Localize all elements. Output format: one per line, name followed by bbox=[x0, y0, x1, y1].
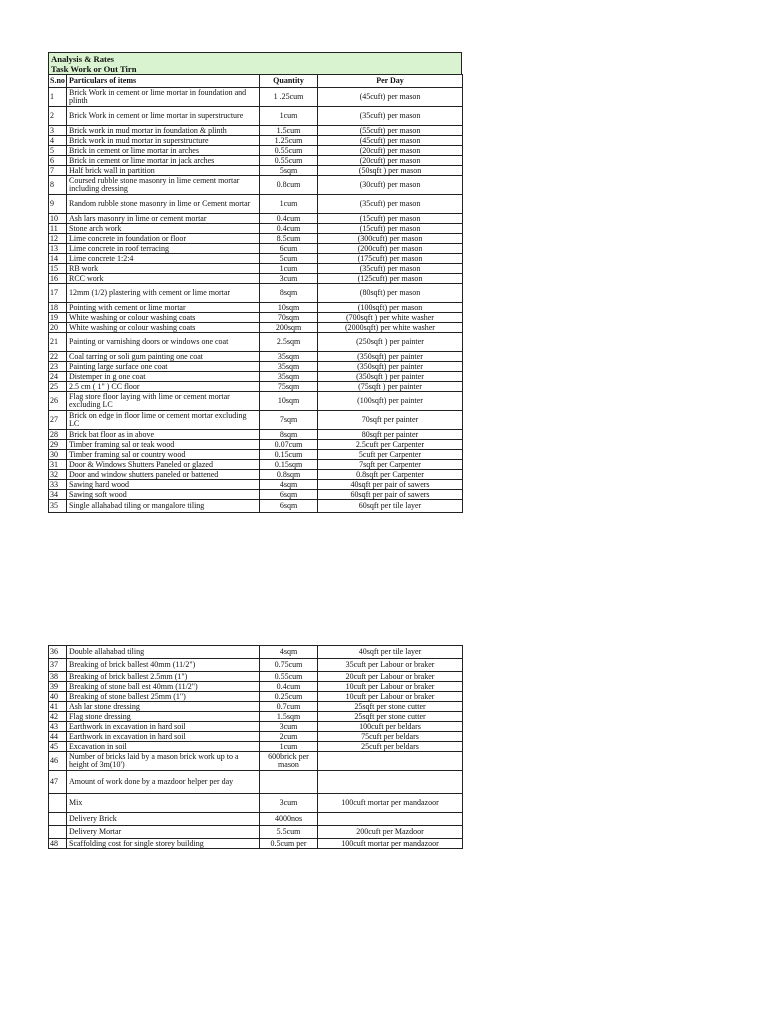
row-number: 22 bbox=[49, 352, 67, 362]
row-quantity: 4sqm bbox=[260, 480, 318, 490]
row-per-day: 35cuft per Labour or braker bbox=[318, 659, 463, 672]
row-per-day: 100cuft mortar per mandazoor bbox=[318, 839, 463, 849]
row-quantity: 0.4cum bbox=[260, 682, 318, 692]
row-per-day: (35cuft) per mason bbox=[318, 107, 463, 126]
row-number: 34 bbox=[49, 490, 67, 500]
table-row bbox=[49, 214, 463, 224]
row-particulars: Excavation in soil bbox=[67, 742, 260, 752]
row-quantity: 0.07cum bbox=[260, 440, 318, 450]
row-particulars: Delivery Mortar bbox=[67, 826, 260, 839]
row-quantity: 0.15cum bbox=[260, 450, 318, 460]
row-number: 15 bbox=[49, 264, 67, 274]
table-row bbox=[49, 460, 463, 470]
table-row bbox=[49, 88, 463, 107]
row-per-day: (80sqft) per mason bbox=[318, 284, 463, 303]
row-number: 46 bbox=[49, 752, 67, 771]
row-particulars: Painting or varnishing doors or windows one coat bbox=[67, 333, 260, 352]
row-quantity: 0.8sqm bbox=[260, 470, 318, 480]
table-row bbox=[49, 646, 463, 659]
row-per-day: (300cuft) per mason bbox=[318, 234, 463, 244]
row-quantity: 4sqm bbox=[260, 646, 318, 659]
row-quantity: 8sqm bbox=[260, 430, 318, 440]
table-row bbox=[49, 264, 463, 274]
row-particulars: Stone arch work bbox=[67, 224, 260, 234]
header-quantity: Quantity bbox=[260, 75, 318, 88]
row-per-day: (15cuft) per mason bbox=[318, 214, 463, 224]
row-particulars: Breaking of brick ballest 2.5mm (1") bbox=[67, 672, 260, 682]
row-number: 20 bbox=[49, 323, 67, 333]
row-quantity: 0.4cum bbox=[260, 224, 318, 234]
row-number: 17 bbox=[49, 284, 67, 303]
row-number: 8 bbox=[49, 176, 67, 195]
row-per-day: (45cuft) per mason bbox=[318, 88, 463, 107]
row-per-day: (75sqft ) per painter bbox=[318, 382, 463, 392]
row-quantity: 1.5sqm bbox=[260, 712, 318, 722]
row-particulars: Timber framing sal or teak wood bbox=[67, 440, 260, 450]
table-row bbox=[49, 284, 463, 303]
row-number: 23 bbox=[49, 362, 67, 372]
row-per-day: 40sqft per pair of sawers bbox=[318, 480, 463, 490]
row-per-day: 40sqft per tile layer bbox=[318, 646, 463, 659]
row-quantity: 0.55cum bbox=[260, 156, 318, 166]
row-quantity: 1cum bbox=[260, 264, 318, 274]
row-per-day: 25sqft per stone cutter bbox=[318, 712, 463, 722]
row-quantity: 1.5cum bbox=[260, 126, 318, 136]
row-number: 29 bbox=[49, 440, 67, 450]
row-per-day: 100cuft mortar per mandazoor bbox=[318, 794, 463, 813]
table-row bbox=[49, 752, 463, 771]
row-particulars: Single allahabad tiling or mangalore tiling bbox=[67, 500, 260, 513]
row-per-day: 75cuft per beldars bbox=[318, 732, 463, 742]
row-number: 41 bbox=[49, 702, 67, 712]
row-number: 25 bbox=[49, 382, 67, 392]
sheet-title-block bbox=[48, 52, 462, 74]
row-quantity: 70sqm bbox=[260, 313, 318, 323]
row-number: 32 bbox=[49, 470, 67, 480]
row-number: 16 bbox=[49, 274, 67, 284]
row-per-day: (30cuft) per mason bbox=[318, 176, 463, 195]
row-particulars: Sawing hard wood bbox=[67, 480, 260, 490]
table-row bbox=[49, 234, 463, 244]
row-particulars: Amount of work done by a mazdoor helper per day bbox=[67, 771, 260, 794]
row-per-day: 80sqft per painter bbox=[318, 430, 463, 440]
row-particulars: Door & Windows Shutters Paneled or glazed bbox=[67, 460, 260, 470]
row-per-day: (50sqft ) per mason bbox=[318, 166, 463, 176]
row-quantity: 10sqm bbox=[260, 303, 318, 313]
row-per-day: 60sqft per tile layer bbox=[318, 500, 463, 513]
row-per-day: (700sqft ) per white washer bbox=[318, 313, 463, 323]
row-quantity: 8.5cum bbox=[260, 234, 318, 244]
table-row bbox=[49, 490, 463, 500]
row-per-day: (55cuft) per mason bbox=[318, 126, 463, 136]
row-quantity: 5.5cum bbox=[260, 826, 318, 839]
row-quantity: 0.55cum bbox=[260, 146, 318, 156]
table-row bbox=[49, 352, 463, 362]
row-particulars: Brick Work in cement or lime mortar in foundation and plinth bbox=[67, 88, 260, 107]
table-row bbox=[49, 333, 463, 352]
row-quantity: 2cum bbox=[260, 732, 318, 742]
table-row bbox=[49, 742, 463, 752]
row-number: 18 bbox=[49, 303, 67, 313]
table-row bbox=[49, 166, 463, 176]
table-row bbox=[49, 244, 463, 254]
row-per-day: (15cuft) per mason bbox=[318, 224, 463, 234]
row-quantity: 8sqm bbox=[260, 284, 318, 303]
row-particulars: Double allahabad tiling bbox=[67, 646, 260, 659]
row-number: 40 bbox=[49, 692, 67, 702]
rates-table-top bbox=[48, 74, 463, 513]
table-row bbox=[49, 682, 463, 692]
row-particulars: Brick on edge in floor lime or cement mortar excluding LC bbox=[67, 411, 260, 430]
row-quantity: 6sqm bbox=[260, 490, 318, 500]
table-row bbox=[49, 450, 463, 460]
row-per-day: 5cuft per Carpenter bbox=[318, 450, 463, 460]
row-number bbox=[49, 794, 67, 813]
table-row bbox=[49, 274, 463, 284]
row-number: 24 bbox=[49, 372, 67, 382]
row-number: 12 bbox=[49, 234, 67, 244]
table-row bbox=[49, 136, 463, 146]
row-per-day: (100sqft) per painter bbox=[318, 392, 463, 411]
row-per-day: (100sqft) per mason bbox=[318, 303, 463, 313]
row-particulars: Number of bricks laid by a mason brick work up to a height of 3m(10') bbox=[67, 752, 260, 771]
row-number: 21 bbox=[49, 333, 67, 352]
row-particulars: Brick in cement or lime mortar in jack arches bbox=[67, 156, 260, 166]
row-number: 45 bbox=[49, 742, 67, 752]
row-quantity: 35sqm bbox=[260, 372, 318, 382]
row-quantity: 3cum bbox=[260, 794, 318, 813]
row-per-day: 10cuft per Labour or braker bbox=[318, 692, 463, 702]
row-particulars: RB work bbox=[67, 264, 260, 274]
row-number: 47 bbox=[49, 771, 67, 794]
row-number bbox=[49, 826, 67, 839]
rates-table-top-body bbox=[49, 88, 463, 513]
row-quantity: 0.7cum bbox=[260, 702, 318, 712]
row-number: 10 bbox=[49, 214, 67, 224]
row-particulars: Distemper in g one coat bbox=[67, 372, 260, 382]
row-number: 27 bbox=[49, 411, 67, 430]
row-particulars: Delivery Brick bbox=[67, 813, 260, 826]
table-row bbox=[49, 692, 463, 702]
row-particulars: Sawing soft wood bbox=[67, 490, 260, 500]
row-quantity: 1.25cum bbox=[260, 136, 318, 146]
row-quantity: 0.75cum bbox=[260, 659, 318, 672]
table-row bbox=[49, 672, 463, 682]
row-per-day: (350sqft ) per painter bbox=[318, 372, 463, 382]
row-particulars: White washing or colour washing coats bbox=[67, 323, 260, 333]
row-particulars: Ash lar stone dressing bbox=[67, 702, 260, 712]
row-quantity: 0.55cum bbox=[260, 672, 318, 682]
row-particulars: Painting large surface one coat bbox=[67, 362, 260, 372]
row-per-day: 25cuft per beldars bbox=[318, 742, 463, 752]
row-particulars: Half brick wall in partition bbox=[67, 166, 260, 176]
table-row bbox=[49, 839, 463, 849]
row-quantity: 7sqm bbox=[260, 411, 318, 430]
rates-table-bottom bbox=[48, 645, 463, 849]
row-number: 44 bbox=[49, 732, 67, 742]
row-particulars: Breaking of brick ballest 40mm (11/2") bbox=[67, 659, 260, 672]
row-quantity: 5sqm bbox=[260, 166, 318, 176]
row-number: 19 bbox=[49, 313, 67, 323]
table-row bbox=[49, 392, 463, 411]
row-per-day: (350sqft) per painter bbox=[318, 352, 463, 362]
header-particulars: Particulars of items bbox=[67, 75, 260, 88]
row-per-day: 20cuft per Labour or braker bbox=[318, 672, 463, 682]
row-particulars: Random rubble stone masonry in lime or Cement mortar bbox=[67, 195, 260, 214]
row-quantity: 1cum bbox=[260, 107, 318, 126]
row-number: 28 bbox=[49, 430, 67, 440]
row-number: 3 bbox=[49, 126, 67, 136]
table-row bbox=[49, 702, 463, 712]
table-row bbox=[49, 430, 463, 440]
row-per-day: 60sqft per pair of sawers bbox=[318, 490, 463, 500]
row-particulars: Brick Work in cement or lime mortar in superstructure bbox=[67, 107, 260, 126]
row-per-day bbox=[318, 813, 463, 826]
table-row bbox=[49, 826, 463, 839]
row-quantity: 2.5sqm bbox=[260, 333, 318, 352]
row-quantity: 5cum bbox=[260, 254, 318, 264]
table-header-row bbox=[49, 75, 463, 88]
sheet-title: Analysis & Rates bbox=[51, 54, 115, 64]
row-quantity bbox=[260, 771, 318, 794]
row-number: 9 bbox=[49, 195, 67, 214]
row-particulars: Lime concrete 1:2:4 bbox=[67, 254, 260, 264]
row-number: 1 bbox=[49, 88, 67, 107]
row-particulars: Brick in cement or lime mortar in arches bbox=[67, 146, 260, 156]
row-per-day: 7sqft per Carpenter bbox=[318, 460, 463, 470]
table-row bbox=[49, 126, 463, 136]
table-row bbox=[49, 732, 463, 742]
rates-sheet-top bbox=[48, 52, 462, 513]
row-particulars: RCC work bbox=[67, 274, 260, 284]
row-per-day: (175cuft) per mason bbox=[318, 254, 463, 264]
row-particulars: Door and window shutters paneled or battened bbox=[67, 470, 260, 480]
row-particulars: 12mm (1/2) plastering with cement or lime mortar bbox=[67, 284, 260, 303]
row-particulars: Scaffolding cost for single storey building bbox=[67, 839, 260, 849]
row-per-day: 200cuft per Mazdoor bbox=[318, 826, 463, 839]
row-quantity: 200sqm bbox=[260, 323, 318, 333]
row-quantity: 0.15sqm bbox=[260, 460, 318, 470]
row-quantity: 3cum bbox=[260, 274, 318, 284]
row-per-day: 100cuft per beldars bbox=[318, 722, 463, 732]
table-row bbox=[49, 470, 463, 480]
table-row bbox=[49, 382, 463, 392]
table-row bbox=[49, 107, 463, 126]
row-particulars: Pointing with cement or lime mortar bbox=[67, 303, 260, 313]
row-per-day: 70sqft per painter bbox=[318, 411, 463, 430]
table-row bbox=[49, 176, 463, 195]
row-per-day: (2000sqft) per white washer bbox=[318, 323, 463, 333]
row-per-day bbox=[318, 771, 463, 794]
header-sno: S.no bbox=[49, 75, 67, 88]
table-row bbox=[49, 323, 463, 333]
row-particulars: Coursed rubble stone masonry in lime cement mortar including dressing bbox=[67, 176, 260, 195]
row-per-day: (45cuft) per mason bbox=[318, 136, 463, 146]
row-particulars: Flag store floor laying with lime or cement mortar excluding LC bbox=[67, 392, 260, 411]
row-quantity: 6sqm bbox=[260, 500, 318, 513]
row-particulars: Flag stone dressing bbox=[67, 712, 260, 722]
header-per-day: Per Day bbox=[318, 75, 463, 88]
table-row bbox=[49, 722, 463, 732]
row-number: 38 bbox=[49, 672, 67, 682]
table-row bbox=[49, 794, 463, 813]
table-row bbox=[49, 224, 463, 234]
row-number: 36 bbox=[49, 646, 67, 659]
row-number: 4 bbox=[49, 136, 67, 146]
row-quantity: 1cum bbox=[260, 742, 318, 752]
row-per-day: (350sqft) per painter bbox=[318, 362, 463, 372]
row-quantity: 0.4cum bbox=[260, 214, 318, 224]
row-quantity: 1 .25cum bbox=[260, 88, 318, 107]
row-particulars: Timber framing sal or country wood bbox=[67, 450, 260, 460]
row-per-day: (35cuft) per mason bbox=[318, 195, 463, 214]
row-particulars: Lime concrete in roof terracing bbox=[67, 244, 260, 254]
table-row bbox=[49, 195, 463, 214]
row-per-day: 0.8sqft per Carpenter bbox=[318, 470, 463, 480]
row-quantity: 35sqm bbox=[260, 352, 318, 362]
row-per-day: 2.5cuft per Carpenter bbox=[318, 440, 463, 450]
row-particulars: Brick work in mud mortar in superstructure bbox=[67, 136, 260, 146]
row-particulars: White washing or colour washing coats bbox=[67, 313, 260, 323]
table-row bbox=[49, 500, 463, 513]
row-particulars: Lime concrete in foundation or floor bbox=[67, 234, 260, 244]
table-row bbox=[49, 659, 463, 672]
row-number: 13 bbox=[49, 244, 67, 254]
table-row bbox=[49, 156, 463, 166]
table-row bbox=[49, 771, 463, 794]
table-row bbox=[49, 303, 463, 313]
table-row bbox=[49, 411, 463, 430]
table-row bbox=[49, 362, 463, 372]
row-number: 39 bbox=[49, 682, 67, 692]
row-number: 33 bbox=[49, 480, 67, 490]
row-quantity: 600brick per mason bbox=[260, 752, 318, 771]
row-particulars: Earthwork in excavation in hard soil bbox=[67, 732, 260, 742]
row-particulars: Breaking of stone ballest 25mm (1") bbox=[67, 692, 260, 702]
row-quantity: 6cum bbox=[260, 244, 318, 254]
row-particulars: Ash lars masonry in lime or cement mortar bbox=[67, 214, 260, 224]
table-row bbox=[49, 146, 463, 156]
row-per-day: (250sqft ) per painter bbox=[318, 333, 463, 352]
table-row bbox=[49, 254, 463, 264]
row-quantity: 3cum bbox=[260, 722, 318, 732]
row-quantity: 0.25cum bbox=[260, 692, 318, 702]
row-number: 30 bbox=[49, 450, 67, 460]
rates-table-bottom-body bbox=[49, 646, 463, 849]
row-number: 31 bbox=[49, 460, 67, 470]
row-number: 35 bbox=[49, 500, 67, 513]
row-per-day: 10cuft per Labour or braker bbox=[318, 682, 463, 692]
row-particulars: Brick work in mud mortar in foundation & plinth bbox=[67, 126, 260, 136]
table-row bbox=[49, 813, 463, 826]
table-row bbox=[49, 313, 463, 323]
row-particulars: Breaking of stone ball est 40mm (11/2") bbox=[67, 682, 260, 692]
row-quantity: 4000nos bbox=[260, 813, 318, 826]
row-per-day: (35cuft) per mason bbox=[318, 264, 463, 274]
table-row bbox=[49, 440, 463, 450]
row-quantity: 1cum bbox=[260, 195, 318, 214]
row-per-day: 25sqft per stone cutter bbox=[318, 702, 463, 712]
rates-sheet-bottom bbox=[48, 645, 462, 849]
row-per-day bbox=[318, 752, 463, 771]
row-per-day: (20cuft) per mason bbox=[318, 146, 463, 156]
row-quantity: 10sqm bbox=[260, 392, 318, 411]
row-particulars: 2.5 cm ( 1" ) CC floor bbox=[67, 382, 260, 392]
row-per-day: (200cuft) per mason bbox=[318, 244, 463, 254]
row-number: 11 bbox=[49, 224, 67, 234]
table-row bbox=[49, 480, 463, 490]
row-number: 26 bbox=[49, 392, 67, 411]
row-number: 14 bbox=[49, 254, 67, 264]
table-row bbox=[49, 712, 463, 722]
sheet-subtitle: Task Work or Out Tirn bbox=[51, 64, 137, 74]
row-number: 2 bbox=[49, 107, 67, 126]
row-quantity: 75sqm bbox=[260, 382, 318, 392]
row-number: 48 bbox=[49, 839, 67, 849]
row-quantity: 35sqm bbox=[260, 362, 318, 372]
row-particulars: Coal tarring or soli gum painting one coat bbox=[67, 352, 260, 362]
row-quantity: 0.5cum per bbox=[260, 839, 318, 849]
row-per-day: (125cuft) per mason bbox=[318, 274, 463, 284]
row-number: 42 bbox=[49, 712, 67, 722]
row-number: 43 bbox=[49, 722, 67, 732]
table-row bbox=[49, 372, 463, 382]
row-number: 5 bbox=[49, 146, 67, 156]
row-number bbox=[49, 813, 67, 826]
row-number: 6 bbox=[49, 156, 67, 166]
row-quantity: 0.8cum bbox=[260, 176, 318, 195]
row-particulars: Brick bat floor as in above bbox=[67, 430, 260, 440]
row-number: 37 bbox=[49, 659, 67, 672]
row-per-day: (20cuft) per mason bbox=[318, 156, 463, 166]
row-number: 7 bbox=[49, 166, 67, 176]
row-particulars: Mix bbox=[67, 794, 260, 813]
row-particulars: Earthwork in excavation in hard soil bbox=[67, 722, 260, 732]
